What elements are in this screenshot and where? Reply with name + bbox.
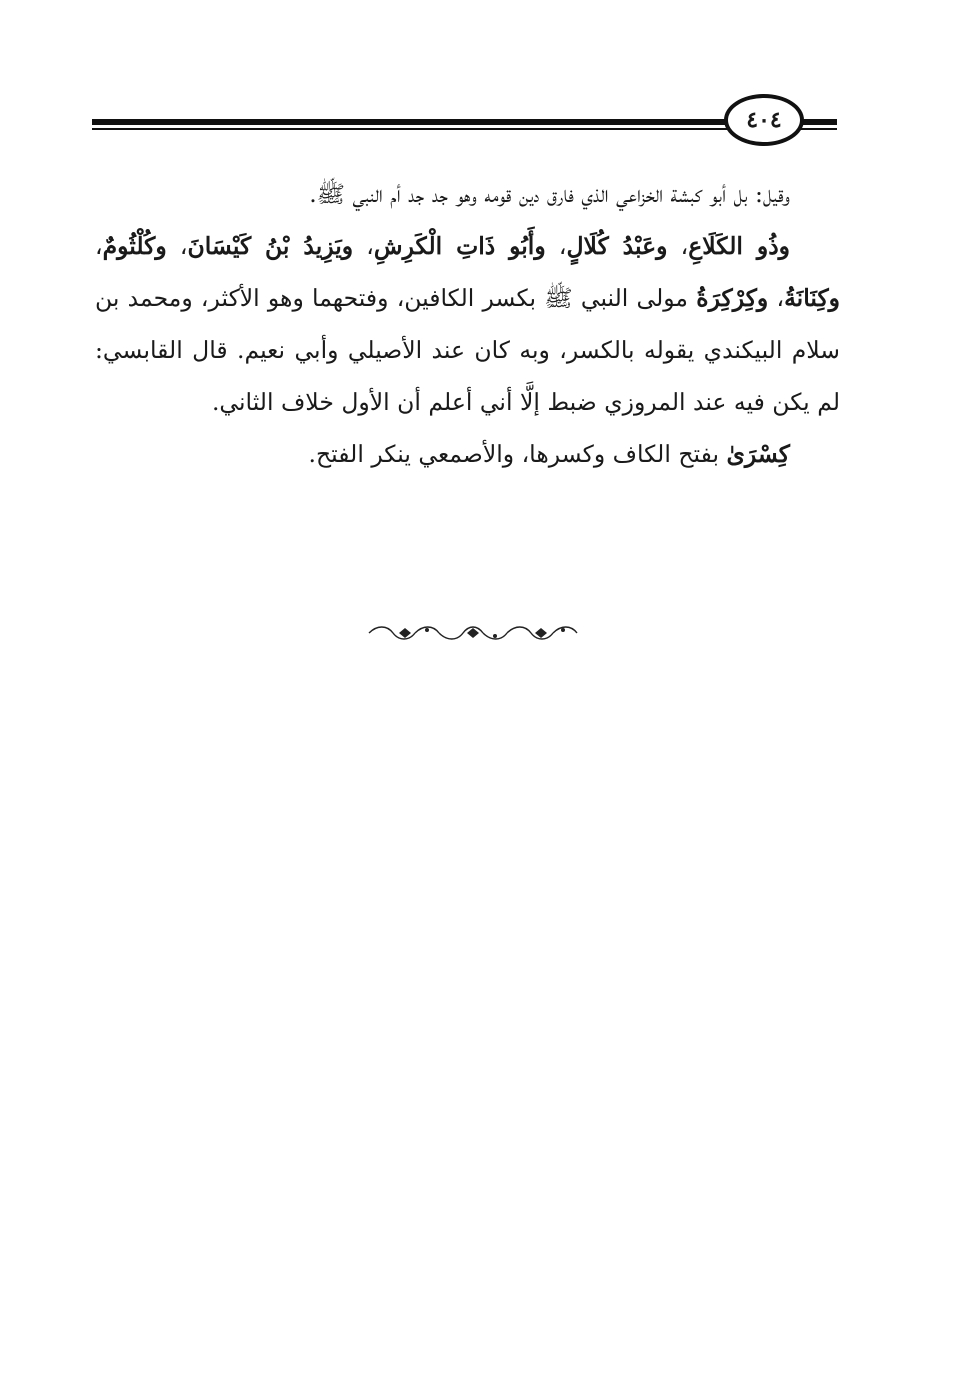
term-kisra: كِسْرَىٰ <box>726 440 790 468</box>
separator: ، <box>768 284 785 312</box>
paragraph-text: بفتح الكاف وكسرها، والأصمعي ينكر الفتح. <box>308 440 727 468</box>
term-abd-kulal: وعَبْدُ كُلَالٍ <box>566 232 668 260</box>
separator: ، <box>166 232 188 260</box>
paragraph-names <box>95 220 840 428</box>
page-number: ٤٠٤ <box>746 107 782 133</box>
term-abu-dhat-al-karish: وأَبُو ذَاتِ الْكَرِشِ <box>373 232 546 260</box>
separator: ، <box>667 232 689 260</box>
page-body <box>95 168 840 480</box>
term-kinana: وكِنَانَةُ <box>784 284 840 312</box>
separator: ، <box>545 232 567 260</box>
paragraph-kisra <box>95 428 840 480</box>
paragraph-text: مولى النبي ﷺ بكسر الكافين، وفتحهما وهو الأكثر، ومحمد بن سلام البيكندي يقوله بالكسر، وبه كان عند الأصيلي وأبي نعيم. قال القابسي: لم يكن فيه عند المروزي ضبط إلَّا أني أعلم أن الأول خلاف الثاني. <box>95 284 840 416</box>
floral-divider-icon <box>365 622 580 644</box>
page-number-badge <box>724 94 804 146</box>
paragraph-abu-kabsha <box>95 168 840 220</box>
term-yazid-ibn-kaysan: ويَزِيدُ بْنُ كَيْسَانَ <box>187 232 354 260</box>
term-dhu-al-kala: وذُو الكَلَاعِ <box>688 232 791 260</box>
separator: ، <box>353 232 374 260</box>
page-header <box>92 92 837 156</box>
term-kulthum: وكُلْثُومٌ <box>102 232 167 260</box>
paragraph-text: وقيل: بل أبو كبشة الخزاعي الذي فارق دين قومه وهو جد جد أم النبي ﷺ. <box>309 180 790 208</box>
term-karkara: وكِرْكِرَةُ <box>696 284 769 312</box>
separator: ، <box>95 232 103 260</box>
